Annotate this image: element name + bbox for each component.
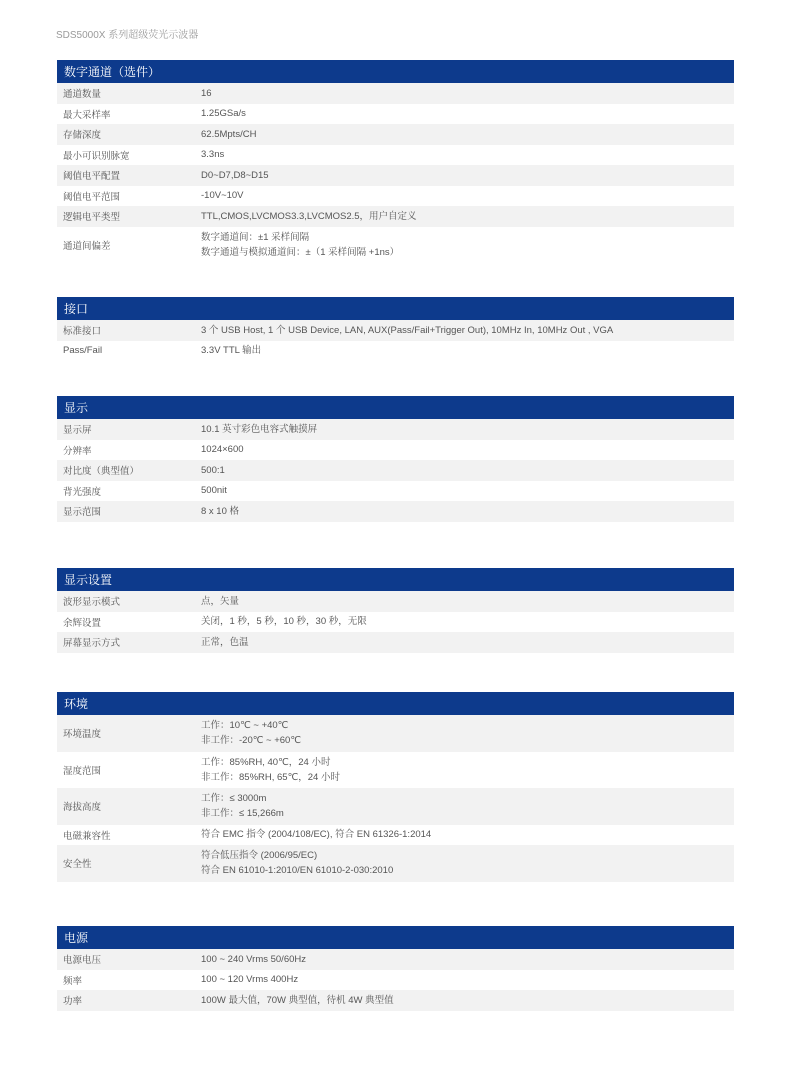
spec-label: 存储深度	[63, 130, 102, 142]
spec-value-line: 1.25GSa/s	[201, 108, 246, 120]
spec-row	[57, 419, 734, 440]
spec-row	[57, 227, 734, 264]
spec-label: 安全性	[63, 859, 92, 871]
spec-label: 逻辑电平类型	[63, 212, 121, 224]
spec-value-line: 关闭，1 秒，5 秒，10 秒，30 秒，无限	[201, 616, 367, 628]
spec-value	[201, 230, 734, 260]
spec-row	[57, 845, 734, 882]
spec-value	[201, 106, 734, 121]
spec-value-line: 62.5Mpts/CH	[201, 128, 257, 140]
spec-value-line: 非工作：-20℃ ~ +60℃	[201, 735, 302, 747]
section-environment	[57, 692, 734, 882]
spec-value	[201, 848, 734, 878]
spec-value-line: 3.3ns	[201, 149, 225, 161]
spec-label: Pass/Fail	[63, 345, 103, 357]
spec-label: 最小可识别脉宽	[63, 150, 130, 162]
section-rows	[57, 715, 734, 882]
spec-value	[201, 188, 734, 203]
spec-label: 余辉设置	[63, 617, 102, 629]
spec-row	[57, 104, 734, 125]
spec-label: 显示范围	[63, 507, 102, 519]
spec-row	[57, 165, 734, 186]
spec-value	[201, 209, 734, 224]
spec-value	[201, 614, 734, 629]
section-rows	[57, 419, 734, 522]
spec-value-line: 16	[201, 87, 212, 99]
spec-value	[201, 993, 734, 1008]
spec-value-line: 符合低压指令 (2006/95/EC)	[201, 850, 318, 862]
spec-label: 电源电压	[63, 955, 102, 967]
spec-value-line: 点，矢量	[201, 595, 240, 607]
spec-value-line: 符合 EN 61010-1:2010/EN 61010-2-030:2010	[201, 865, 394, 877]
spec-row	[57, 440, 734, 461]
spec-value-line: 工作：10℃ ~ +40℃	[201, 720, 289, 732]
spec-value-line: 100 ~ 240 Vrms 50/60Hz	[201, 953, 307, 965]
spec-value	[201, 952, 734, 967]
spec-row	[57, 206, 734, 227]
spec-row	[57, 320, 734, 341]
spec-row	[57, 124, 734, 145]
spec-value-line: -10V~10V	[201, 190, 244, 202]
spec-value	[201, 791, 734, 821]
section-title: 显示设置	[57, 568, 734, 591]
spec-value-line: TTL,CMOS,LVCMOS3.3,LVCMOS2.5，用户自定义	[201, 210, 417, 222]
spec-value-line: 500:1	[201, 464, 225, 476]
section-interface	[57, 297, 734, 361]
spec-value	[201, 86, 734, 101]
spec-label: 阈值电平范围	[63, 191, 121, 203]
spec-value-line: 3.3V TTL 输出	[201, 345, 262, 357]
spec-value	[201, 483, 734, 498]
spec-value-line: 符合 EMC 指令 (2004/108/EC), 符合 EN 61326-1:2014	[201, 829, 432, 841]
section-rows	[57, 591, 734, 653]
spec-label: 功率	[63, 996, 83, 1008]
spec-value	[201, 755, 734, 785]
spec-value-line: 数字通道间：±1 采样间隔	[201, 231, 310, 243]
spec-value	[201, 168, 734, 183]
spec-label: 最大采样率	[63, 109, 111, 121]
spec-label: 电磁兼容性	[63, 830, 111, 842]
section-title: 电源	[57, 926, 734, 949]
spec-label: 频率	[63, 975, 83, 987]
spec-value	[201, 463, 734, 478]
spec-value-line: 非工作：85%RH, 65℃，24 小时	[201, 771, 340, 783]
spec-value	[201, 442, 734, 457]
spec-value	[201, 323, 734, 338]
spec-value-line: 8 x 10 格	[201, 505, 240, 517]
spec-row	[57, 825, 734, 846]
spec-row	[57, 949, 734, 970]
spec-label: 显示屏	[63, 425, 92, 437]
section-title: 接口	[57, 297, 734, 320]
spec-row	[57, 970, 734, 991]
section-rows	[57, 320, 734, 361]
spec-value	[201, 635, 734, 650]
spec-label: 湿度范围	[63, 765, 102, 777]
spec-value	[201, 504, 734, 519]
spec-label: 通道数量	[63, 89, 102, 101]
spec-value	[201, 422, 734, 437]
spec-label: 通道间偏差	[63, 240, 111, 252]
spec-row	[57, 186, 734, 207]
section-title: 显示	[57, 396, 734, 419]
spec-row	[57, 715, 734, 752]
section-power	[57, 926, 734, 1011]
section-rows	[57, 949, 734, 1011]
spec-value-line: 工作：85%RH, 40℃，24 小时	[201, 756, 331, 768]
spec-row	[57, 591, 734, 612]
spec-label: 背光强度	[63, 486, 102, 498]
spec-row	[57, 632, 734, 653]
spec-label: 阈值电平配置	[63, 171, 121, 183]
section-rows	[57, 83, 734, 263]
spec-value-line: D0~D7,D8~D15	[201, 169, 269, 181]
spec-value-line: 1024×600	[201, 444, 244, 456]
section-digital-channel	[57, 60, 734, 263]
spec-value-line: 3 个 USB Host, 1 个 USB Device, LAN, AUX(Pass/Fail+Trigger Out), 10MHz In, 10MHz Out , VGA	[201, 324, 614, 336]
spec-row	[57, 752, 734, 789]
spec-label: 海拔高度	[63, 802, 102, 814]
spec-value	[201, 827, 734, 842]
spec-label: 标准接口	[63, 326, 102, 338]
spec-value-line: 工作：≤ 3000m	[201, 793, 267, 805]
spec-label: 环境温度	[63, 729, 102, 741]
spec-label: 对比度（典型值）	[63, 466, 140, 478]
document-header: SDS5000X 系列超级荧光示波器	[56, 30, 199, 41]
spec-value	[201, 972, 734, 987]
spec-value	[201, 343, 734, 358]
section-display	[57, 396, 734, 522]
spec-value-line: 正常，色温	[201, 636, 249, 648]
spec-row	[57, 501, 734, 522]
spec-value	[201, 594, 734, 609]
spec-value-line: 10.1 英寸彩色电容式触摸屏	[201, 423, 318, 435]
spec-value-line: 非工作：≤ 15,266m	[201, 808, 284, 820]
section-display-settings	[57, 568, 734, 653]
spec-row	[57, 341, 734, 362]
section-title: 环境	[57, 692, 734, 715]
spec-row	[57, 481, 734, 502]
spec-label: 波形显示模式	[63, 597, 121, 609]
spec-value	[201, 147, 734, 162]
spec-value-line: 数字通道与模拟通道间：±（1 采样间隔 +1ns）	[201, 246, 400, 258]
spec-row	[57, 612, 734, 633]
spec-row	[57, 460, 734, 481]
spec-value-line: 100 ~ 120 Vrms 400Hz	[201, 974, 299, 986]
spec-value-line: 500nit	[201, 485, 227, 497]
spec-row	[57, 990, 734, 1011]
section-title: 数字通道（选件）	[57, 60, 734, 83]
spec-row	[57, 788, 734, 825]
spec-label: 屏幕显示方式	[63, 638, 121, 650]
spec-value-line: 100W 最大值，70W 典型值，待机 4W 典型值	[201, 994, 394, 1006]
spec-label: 分辨率	[63, 445, 92, 457]
spec-row	[57, 145, 734, 166]
spec-value	[201, 718, 734, 748]
spec-row	[57, 83, 734, 104]
spec-value	[201, 127, 734, 142]
